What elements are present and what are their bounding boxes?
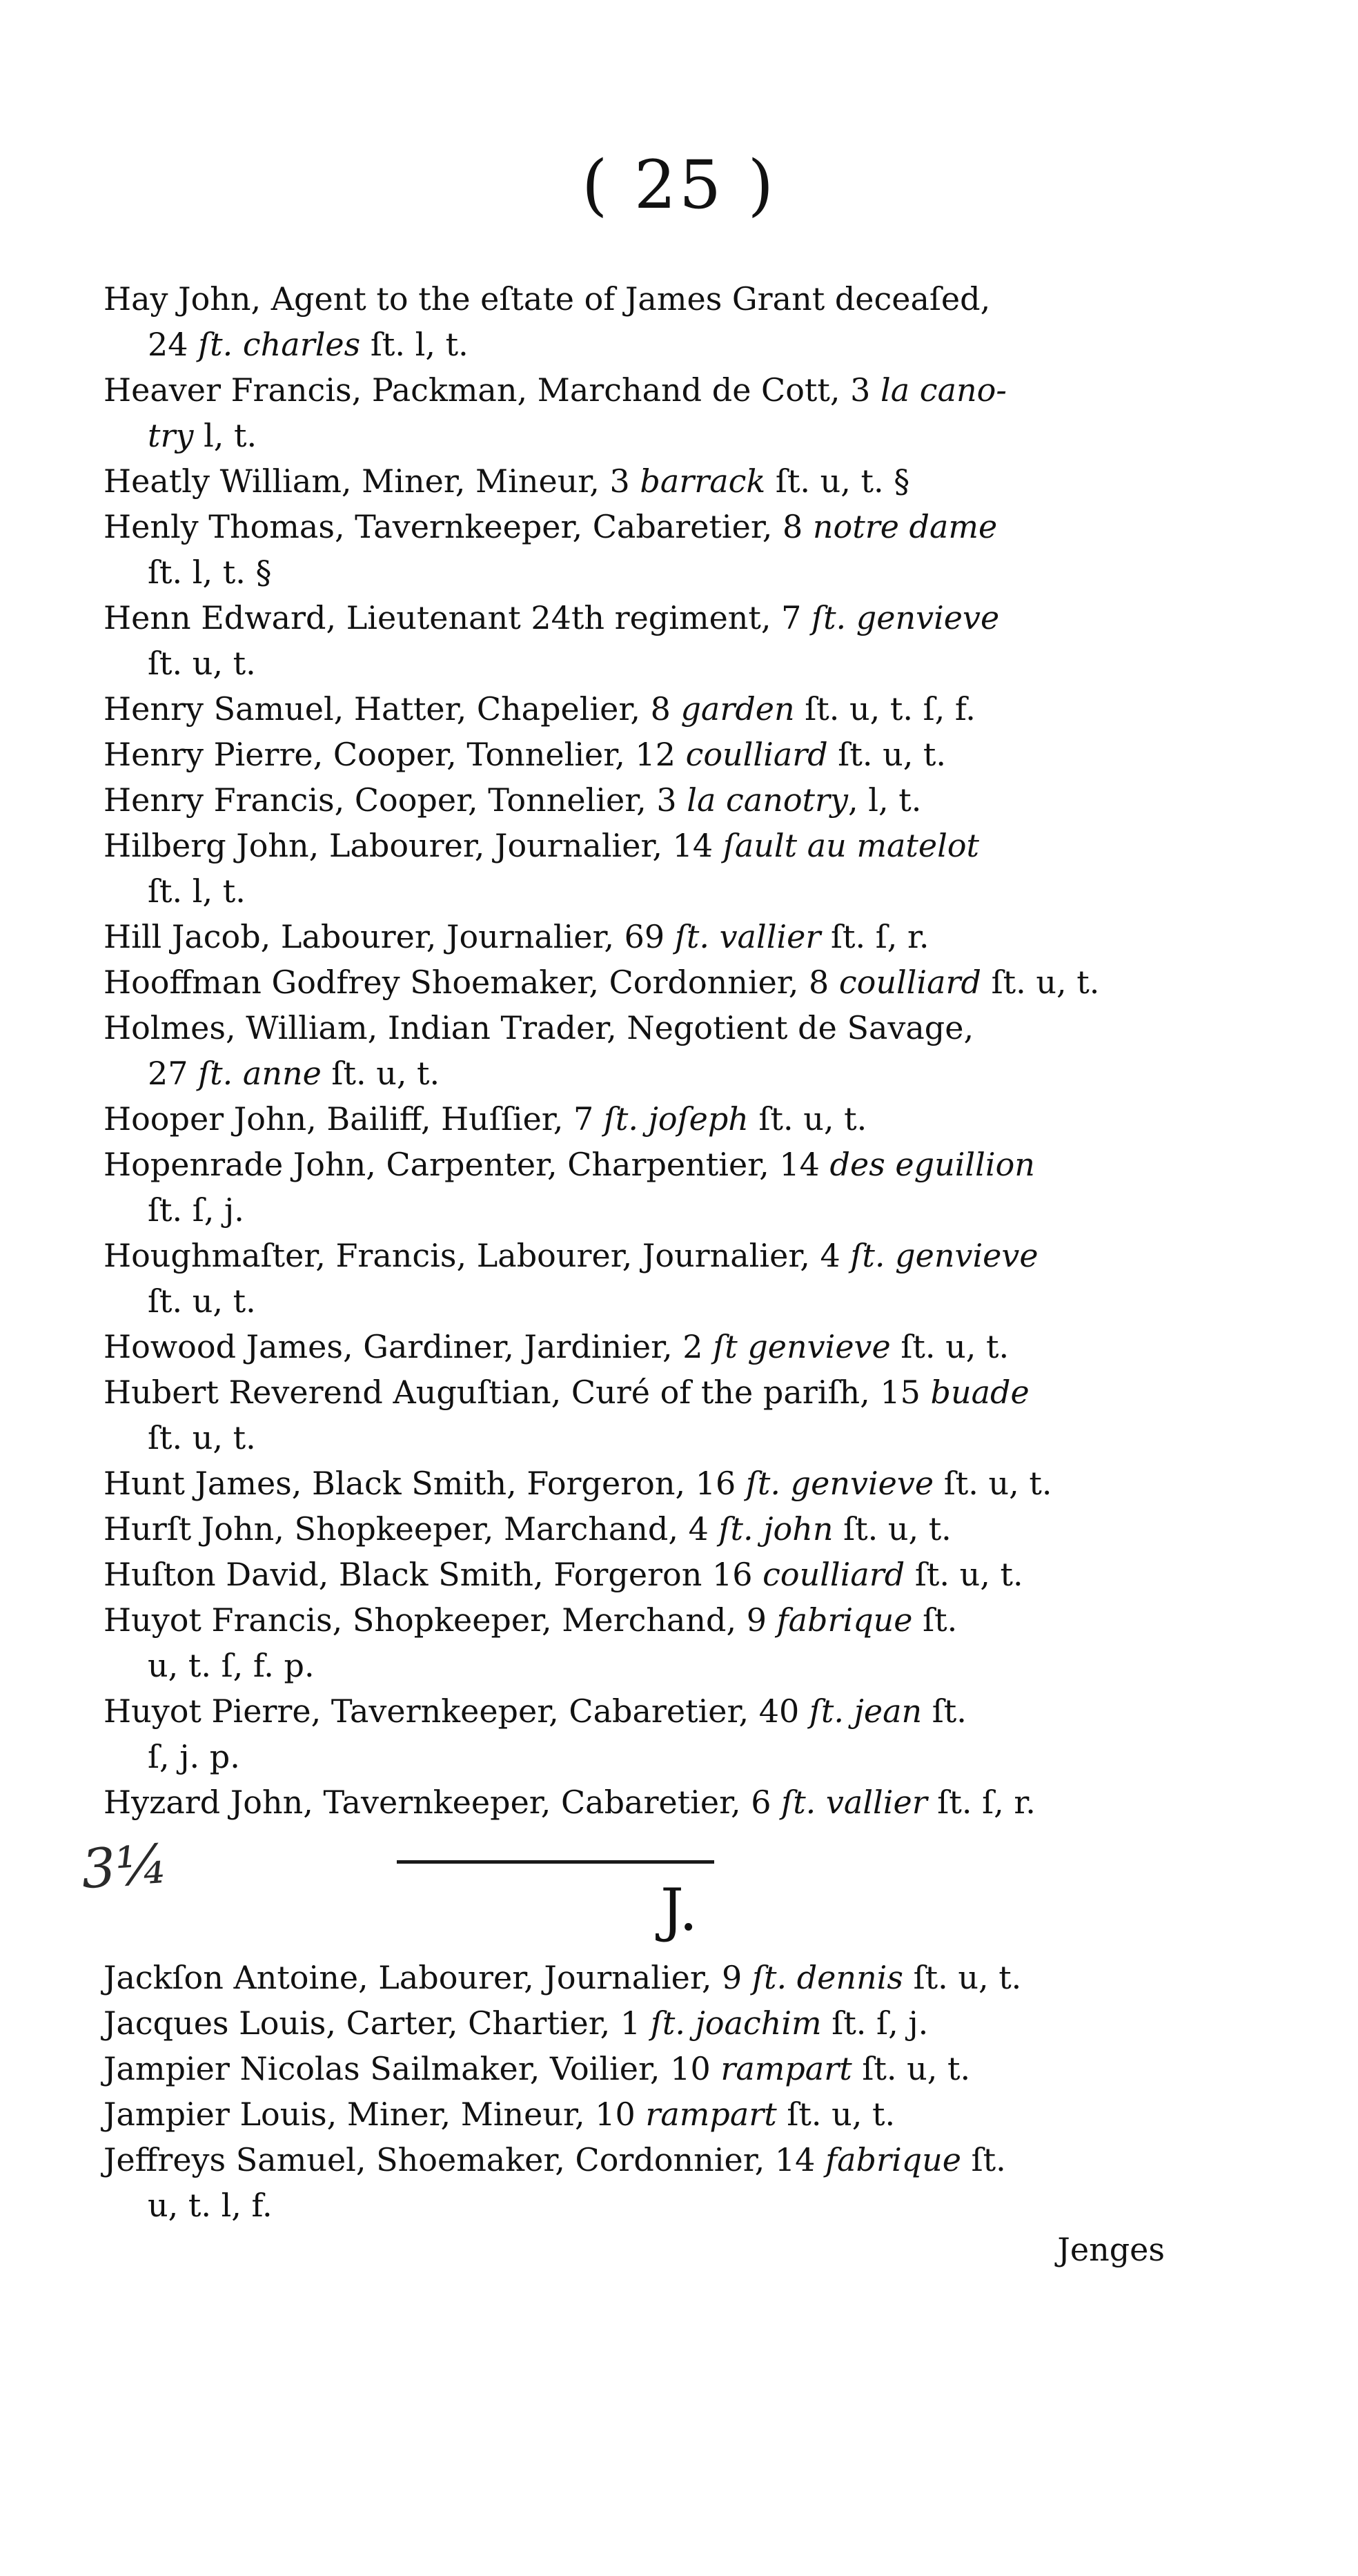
entry-text: Heaver Francis, Packman, Marchand de Cott, 3: [104, 371, 881, 409]
entry-text: u, t. ſ, f. p.: [148, 1647, 315, 1684]
entry-text: Henly Thomas, Tavernkeeper, Cabaretier, 8: [104, 508, 813, 545]
entry-text: Hubert Reverend Auguſtian, Curé of the pariſh, 15: [104, 1374, 931, 1411]
entry-text: Howood James, Gardiner, Jardinier, 2: [104, 1328, 714, 1365]
entry-continuation-line: [104, 1051, 1180, 1096]
directory-entry: [104, 2000, 1180, 2046]
street-name-italic: ſt. genvieve: [850, 1237, 1039, 1274]
street-name-italic: ſt. john: [718, 1510, 834, 1548]
entry-text: ſt. u, t. ſ, f.: [794, 690, 976, 728]
entry-text: ſt. l, t. §: [148, 554, 272, 591]
entry-text: ſt. u, t.: [890, 1328, 1010, 1365]
street-name-italic: barrack: [640, 462, 766, 500]
entry-line: [104, 504, 1180, 549]
street-name-italic: coulliard: [762, 1556, 905, 1593]
entry-line: [104, 823, 1180, 868]
directory-entry: [104, 732, 1180, 777]
entry-line: [104, 1779, 1180, 1825]
entry-line: [104, 1324, 1180, 1369]
entry-text: Jackſon Antoine, Labourer, Journalier, 9: [104, 1959, 752, 1996]
directory-entry: [104, 1324, 1180, 1369]
street-name-italic: try: [148, 417, 194, 454]
entry-text: Henry Francis, Cooper, Tonnelier, 3: [104, 781, 687, 819]
directory-entry: [104, 2046, 1180, 2091]
street-name-italic: ſt genvieve: [713, 1328, 891, 1365]
directory-entry: [104, 1955, 1180, 2000]
directory-entry: [104, 959, 1180, 1005]
entry-line: [104, 732, 1180, 777]
entry-continuation-line: [104, 1643, 1180, 1688]
entry-continuation-line: [104, 868, 1180, 914]
entry-continuation-line: [104, 1187, 1180, 1233]
street-name-italic: coulliard: [838, 964, 981, 1001]
entry-line: [104, 1142, 1180, 1187]
entry-text: ſt. u, t.: [852, 2050, 971, 2087]
entry-text: Hay John, Agent to the eſtate of James Grant deceaſed,: [104, 280, 991, 318]
directory-entry: [104, 1597, 1180, 1688]
directory-entry: [104, 1142, 1180, 1233]
street-name-italic: ſt. dennis: [751, 1959, 903, 1996]
entry-line: [104, 959, 1180, 1005]
entry-text: ſt. u, t.: [934, 1465, 1052, 1502]
entry-line: [104, 686, 1180, 732]
entry-text: ſt. ſ, j.: [148, 1191, 244, 1229]
handwritten-marginalia: 3¼: [79, 1833, 170, 1902]
entry-line: [104, 1005, 1180, 1051]
page-number: ( 25 ): [581, 146, 777, 224]
entry-text: ſt. u, t.: [321, 1055, 440, 1092]
directory-entry: [104, 367, 1180, 458]
street-name-italic: notre dame: [812, 508, 998, 545]
entry-text: Hooffman Godfrey Shoemaker, Cordonnier, 8: [104, 964, 839, 1001]
directory-entry: [104, 276, 1180, 367]
street-name-italic: coulliard: [685, 736, 828, 773]
entry-line: [104, 367, 1180, 413]
entry-continuation-line: [104, 1734, 1180, 1779]
entry-text: , l, t.: [848, 781, 922, 819]
entry-line: [104, 1506, 1180, 1552]
entry-line: [104, 1369, 1180, 1415]
entry-text: ſt. u, t. §: [765, 462, 910, 500]
entry-line: [104, 276, 1180, 322]
entry-text: Huyot Francis, Shopkeeper, Merchand, 9: [104, 1601, 777, 1639]
entry-line: [104, 1096, 1180, 1142]
entry-text: Holmes, William, Indian Trader, Negotient de Savage,: [104, 1009, 974, 1046]
street-name-italic: ſt. charles: [198, 326, 361, 363]
entry-text: ſt. u, t.: [148, 645, 256, 682]
entry-text: ſt. u, t.: [148, 1419, 256, 1456]
street-name-italic: fabrique: [776, 1601, 913, 1639]
entry-line: [104, 2046, 1180, 2091]
entry-text: Heatly William, Miner, Mineur, 3: [104, 462, 640, 500]
street-name-italic: ſt. vallier: [674, 918, 821, 955]
entry-text: Hopenrade John, Carpenter, Charpentier, 14: [104, 1146, 830, 1183]
entry-text: u, t. l, f.: [148, 2187, 273, 2224]
directory-entry: [104, 504, 1180, 595]
section-heading: J.: [660, 1876, 698, 1944]
entry-line: [104, 1955, 1180, 2000]
entry-text: Hyzard John, Tavernkeeper, Cabaretier, 6: [104, 1784, 782, 1821]
entry-text: Hooper John, Bailiff, Huſſier, 7: [104, 1100, 604, 1138]
directory-entries-j: [104, 1955, 1180, 2228]
entry-text: Jampier Louis, Miner, Mineur, 10: [104, 2096, 646, 2133]
entry-text: ſt. u, t.: [748, 1100, 867, 1138]
entry-text: ſt. u, t.: [776, 2096, 896, 2133]
entry-text: ſt. u, t.: [827, 736, 947, 773]
directory-entries-h: [104, 276, 1180, 1825]
directory-entry: [104, 1552, 1180, 1597]
directory-entry: [104, 914, 1180, 959]
entry-line: [104, 1552, 1180, 1597]
entry-text: Henry Samuel, Hatter, Chapelier, 8: [104, 690, 681, 728]
street-name-italic: ſt. joſeph: [603, 1100, 749, 1138]
catchword: Jenges: [1057, 2231, 1165, 2268]
street-name-italic: des eguillion: [829, 1146, 1035, 1183]
entry-text: ſt. l, t.: [148, 872, 246, 910]
entry-line: [104, 914, 1180, 959]
entry-text: ſt.: [912, 1601, 958, 1639]
directory-entry: [104, 686, 1180, 732]
entry-text: Henn Edward, Lieutenant 24th regiment, 7: [104, 599, 812, 636]
street-name-italic: rampart: [645, 2096, 777, 2133]
entry-line: [104, 2091, 1180, 2137]
entry-text: ſt. ſ, r.: [927, 1784, 1036, 1821]
street-name-italic: ſt. genvieve: [811, 599, 1000, 636]
entry-continuation-line: [104, 1415, 1180, 1461]
directory-entry: [104, 1369, 1180, 1461]
street-name-italic: la canotry: [687, 781, 849, 819]
directory-entry: [104, 595, 1180, 686]
entry-text: ſt. u, t.: [833, 1510, 952, 1548]
entry-text: Houghmaſter, Francis, Labourer, Journalier, 4: [104, 1237, 851, 1274]
entry-text: ſt.: [961, 2141, 1006, 2178]
entry-text: ſt. l, t.: [360, 326, 469, 363]
street-name-italic: ſt. anne: [198, 1055, 322, 1092]
entry-continuation-line: [104, 322, 1180, 367]
directory-entry: [104, 777, 1180, 823]
entry-text: ſt. ſ, j.: [821, 2004, 929, 2042]
entry-text: Huyot Pierre, Tavernkeeper, Cabaretier, 40: [104, 1692, 809, 1730]
entry-continuation-line: [104, 413, 1180, 458]
entry-text: Hurſt John, Shopkeeper, Marchand, 4: [104, 1510, 719, 1548]
entry-text: Huſton David, Black Smith, Forgeron 16: [104, 1556, 763, 1593]
street-name-italic: fabrique: [825, 2141, 961, 2178]
directory-entry: [104, 823, 1180, 914]
section-divider: [397, 1860, 714, 1864]
entry-continuation-line: [104, 549, 1180, 595]
entry-continuation-line: [104, 641, 1180, 686]
entry-line: [104, 458, 1180, 504]
entry-line: [104, 1597, 1180, 1643]
directory-entry: [104, 1005, 1180, 1096]
directory-entry: [104, 1506, 1180, 1552]
street-name-italic: rampart: [720, 2050, 852, 2087]
entry-continuation-line: [104, 1278, 1180, 1324]
entry-text: Jeffreys Samuel, Shoemaker, Cordonnier, 14: [104, 2141, 826, 2178]
entry-text: Hill Jacob, Labourer, Journalier, 69: [104, 918, 675, 955]
directory-entry: [104, 1233, 1180, 1324]
entry-line: [104, 2000, 1180, 2046]
street-name-italic: ſt. vallier: [781, 1784, 927, 1821]
directory-entry: [104, 1461, 1180, 1506]
directory-entry: [104, 458, 1180, 504]
entry-text: Jampier Nicolas Sailmaker, Voilier, 10: [104, 2050, 721, 2087]
entry-text: ſ, j. p.: [148, 1738, 240, 1775]
directory-entry: [104, 1096, 1180, 1142]
entry-text: 27: [148, 1055, 199, 1092]
entry-line: [104, 1233, 1180, 1278]
entry-line: [104, 2137, 1180, 2183]
entry-text: ſt. u, t.: [148, 1282, 256, 1320]
entry-continuation-line: [104, 2183, 1180, 2228]
street-name-italic: la cano-: [880, 371, 1007, 409]
entry-text: ſt. ſ, r.: [820, 918, 929, 955]
entry-line: [104, 1688, 1180, 1734]
street-name-italic: buade: [930, 1374, 1030, 1411]
street-name-italic: ſt. genvieve: [745, 1465, 934, 1502]
entry-text: l, t.: [193, 417, 257, 454]
street-name-italic: ſault au matelot: [722, 827, 980, 864]
directory-entry: [104, 1688, 1180, 1779]
entry-line: [104, 1461, 1180, 1506]
directory-entry: [104, 2091, 1180, 2137]
entry-text: ſt.: [922, 1692, 967, 1730]
directory-entry: [104, 2137, 1180, 2228]
street-name-italic: garden: [680, 690, 795, 728]
street-name-italic: ſt. joachim: [650, 2004, 822, 2042]
entry-text: ſt. u, t.: [905, 1556, 1023, 1593]
street-name-italic: ſt. jean: [809, 1692, 923, 1730]
entry-text: Henry Pierre, Cooper, Tonnelier, 12: [104, 736, 686, 773]
entry-text: Hilberg John, Labourer, Journalier, 14: [104, 827, 723, 864]
entry-text: 24: [148, 326, 199, 363]
entry-text: Jacques Louis, Carter, Chartier, 1: [104, 2004, 651, 2042]
entry-line: [104, 595, 1180, 641]
entry-text: ſt. u, t.: [981, 964, 1100, 1001]
entry-text: Hunt James, Black Smith, Forgeron, 16: [104, 1465, 746, 1502]
directory-entry: [104, 1779, 1180, 1825]
entry-text: ſt. u, t.: [903, 1959, 1022, 1996]
entry-line: [104, 777, 1180, 823]
